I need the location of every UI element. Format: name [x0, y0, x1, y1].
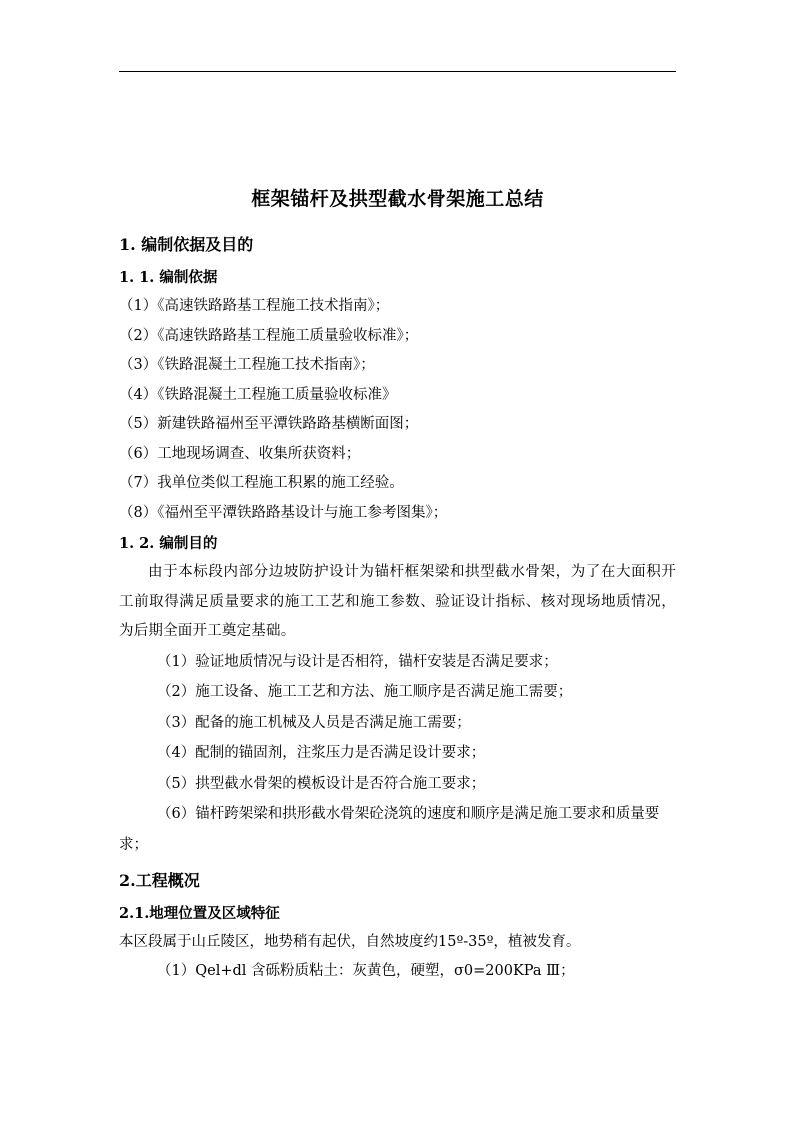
soil-item: （1）Qel+dl 含砾粉质粘土：灰黄色，硬塑，σ0=200KPa Ⅲ； [157, 963, 575, 979]
list-item: （5）拱型截水骨架的模板设计是否符合施工要求； [157, 775, 486, 792]
list-item: （3）《铁路混凝土工程施工技术指南》； [119, 357, 375, 373]
document-title: 框架锚杆及拱型截水骨架施工总结 [251, 188, 544, 210]
location-paragraph: 本区段属于山丘陵区，地势稍有起伏，自然坡度约15º-35º，植被发育。 [119, 934, 581, 950]
list-item: （6）工地现场调查、收集所获资料； [119, 445, 361, 462]
section-1-1-heading: 1. 1. 编制依据 [119, 269, 218, 286]
list-item: （6）锚杆跨架梁和拱形截水骨架砼浇筑的速度和顺序是满足施工要求和质量要求； [119, 806, 660, 853]
list-item: （2）《高速铁路路基工程施工质量验收标准》； [119, 327, 419, 344]
section-1-heading: 1. 编制依据及目的 [119, 235, 254, 254]
list-item: （4）《铁路混凝土工程施工质量验收标准》 [119, 386, 397, 403]
list-item: （2）施工设备、施工工艺和方法、施工顺序是否满足施工需要； [157, 684, 573, 700]
list-item: （4）配制的锚固剂，注浆压力是否满足设计要求； [157, 745, 486, 761]
document-body [119, 184, 676, 986]
list-item: （8）《福州至平潭铁路路基设计与施工参考图集》； [119, 504, 448, 521]
list-item: （7）我单位类似工程施工积累的施工经验。 [119, 475, 404, 491]
header-rule [119, 71, 676, 72]
section-2-1-heading: 2.1.地理位置及区域特征 [119, 905, 280, 922]
list-item: （3）配备的施工机械及人员是否满足施工需要； [157, 714, 471, 731]
list-item: （5）新建铁路福州至平潭铁路路基横断面图； [119, 416, 419, 432]
list-item: （1）《高速铁路路基工程施工技术指南》； [119, 298, 390, 314]
purpose-paragraph: 由于本标段内部分边坡防护设计为锚杆框架梁和拱型截水骨架，为了在大面积开工前取得满足质量要求的施工工艺和施工参数、验证设计指标、核对现场地质情况，为后期全面开工奠定基础。 [119, 564, 676, 639]
section-2-heading: 2.工程概况 [119, 871, 200, 890]
purpose-list [119, 647, 676, 861]
basis-list [119, 292, 676, 528]
list-item: （1）验证地质情况与设计是否相符，锚杆安装是否满足要求； [157, 653, 558, 670]
section-1-2-heading: 1. 2. 编制目的 [119, 535, 218, 552]
